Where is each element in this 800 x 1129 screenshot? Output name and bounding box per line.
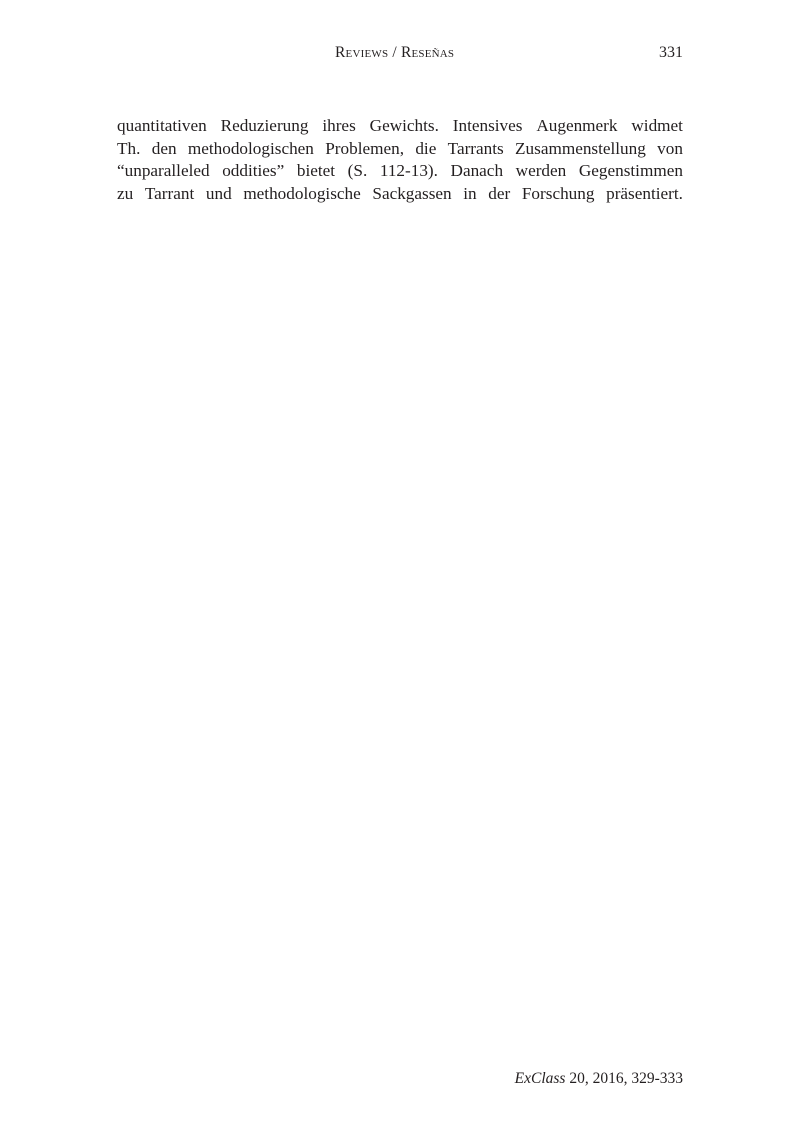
running-head xyxy=(117,44,683,66)
word: “unparalleled xyxy=(117,161,210,180)
word: den xyxy=(151,138,177,158)
word: werden xyxy=(515,161,567,180)
word: präsentiert. xyxy=(606,183,683,203)
word: Tarrant xyxy=(144,183,195,203)
journal-volume-pages: 20, 2016, 329-333 xyxy=(565,1070,683,1087)
word: Intensives xyxy=(452,116,523,135)
word: zu xyxy=(117,183,134,203)
journal-citation-footer xyxy=(515,1070,683,1088)
page-number: 331 xyxy=(659,44,683,61)
word: methodologischen xyxy=(187,138,314,158)
word: Th. xyxy=(117,138,141,158)
word: Zusammenstellung xyxy=(515,138,646,158)
text-line xyxy=(117,138,683,161)
word: der xyxy=(488,183,511,203)
review-body-text xyxy=(117,115,683,205)
word: Tarrants xyxy=(447,138,504,158)
word: oddities” xyxy=(222,161,285,180)
word: Augenmerk xyxy=(536,116,618,135)
text-line xyxy=(117,160,683,183)
text-line xyxy=(117,183,683,206)
word: ihres xyxy=(322,116,356,135)
word: und xyxy=(205,183,232,203)
word: Problemen, xyxy=(325,138,404,158)
word: Gegenstimmen xyxy=(578,161,683,180)
word: quantitativen xyxy=(117,116,207,135)
word: von xyxy=(657,138,683,158)
word: Danach xyxy=(450,161,504,180)
word: die xyxy=(415,138,437,158)
word: in xyxy=(463,183,477,203)
word: Gewichts. xyxy=(369,116,439,135)
word: 112-13). xyxy=(379,161,438,180)
word: Sackgassen xyxy=(372,183,452,203)
word: (S. xyxy=(347,161,368,180)
word: Reduzierung xyxy=(220,116,309,135)
word: Forschung xyxy=(521,183,595,203)
word: bietet xyxy=(296,161,336,180)
word: widmet xyxy=(631,116,683,135)
journal-name: ExClass xyxy=(514,1070,566,1087)
word: methodologische xyxy=(243,183,361,203)
running-title: Reviews / Reseñas xyxy=(335,44,455,61)
text-line xyxy=(117,115,683,138)
